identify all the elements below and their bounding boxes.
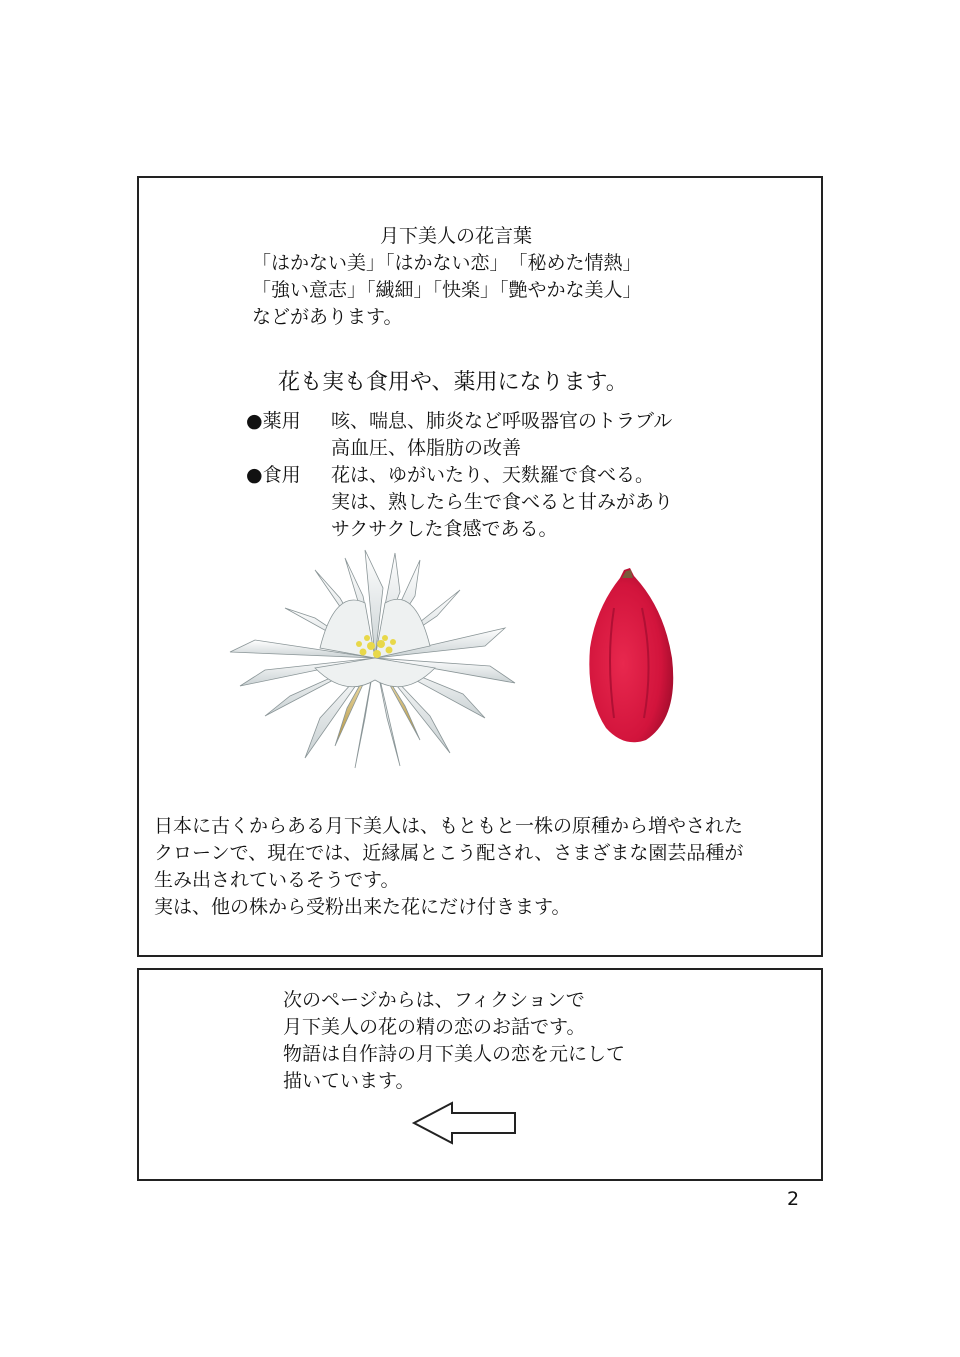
- history-line-1: 日本に古くからある月下美人は、もともと一株の原種から増やされた: [154, 815, 744, 837]
- flower-words-line-1: 「はかない美」「はかない恋」 「秘めた情熱」: [252, 252, 642, 274]
- left-arrow-icon: [412, 1100, 518, 1146]
- history-line-3: 生み出されているそうです。: [154, 869, 400, 891]
- flower-words-line-2: 「強い意志」「繊細」「快楽」「艶やかな美人」: [252, 279, 642, 301]
- next-page-line-2: 月下美人の花の精の恋のお話です。: [283, 1016, 586, 1038]
- fruit-illustration: [584, 568, 679, 746]
- page-number: 2: [787, 1188, 800, 1210]
- medicinal-line-1: 咳、喘息、肺炎など呼吸器官のトラブル: [331, 410, 673, 432]
- edible-line-3: サクサクした食感である。: [331, 518, 558, 540]
- next-page-line-1: 次のページからは、フィクションで: [283, 989, 585, 1011]
- history-line-2: クローンで、現在では、近縁属とこう配され、さまざまな園芸品種が: [154, 842, 744, 864]
- medicinal-line-2: 高血圧、体脂肪の改善: [331, 437, 522, 459]
- edible-line-1: 花は、ゆがいたり、天麩羅で食べる。: [331, 464, 655, 486]
- edible-label: ●食用: [246, 464, 301, 486]
- uses-heading: 花も実も食用や、薬用になります。: [278, 370, 628, 395]
- next-page-line-4: 描いています。: [283, 1070, 415, 1092]
- flower-illustration: [225, 548, 525, 773]
- next-page-line-3: 物語は自作詩の月下美人の恋を元にして: [283, 1043, 626, 1065]
- history-line-4: 実は、他の株から受粉出来た花にだけ付きます。: [154, 896, 571, 918]
- edible-line-2: 実は、熟したら生で食べると甘みがあり: [331, 491, 674, 513]
- flower-words-line-3: などがあります。: [252, 306, 403, 328]
- flower-words-title: 月下美人の花言葉: [380, 225, 533, 247]
- medicinal-label: ●薬用: [246, 410, 301, 432]
